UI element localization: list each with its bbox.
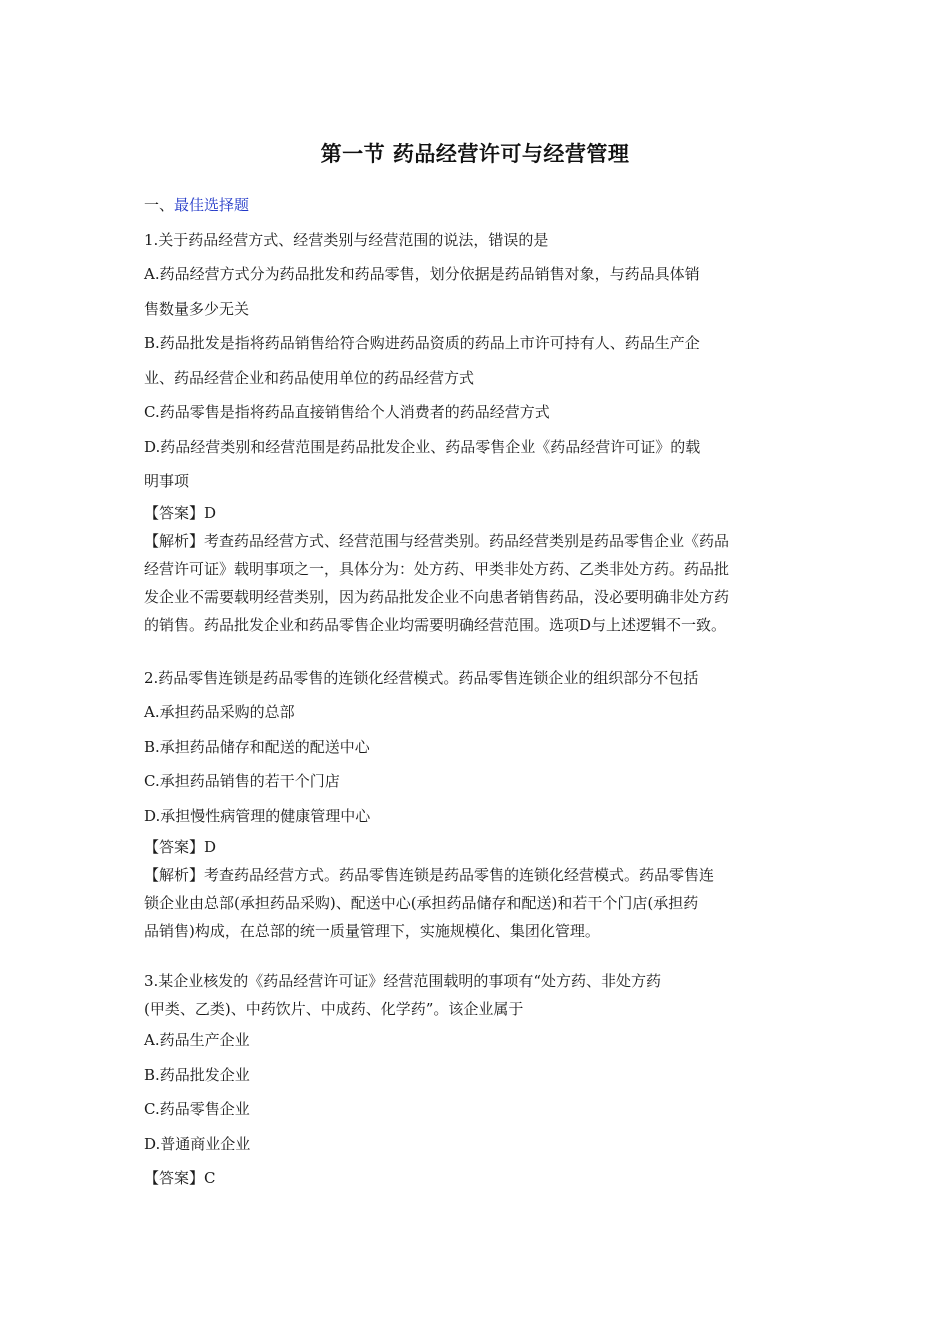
question-3-stem-line-2: (甲类、乙类)、中药饮片、中成药、化学药”。该企业属于	[144, 1000, 524, 1018]
question-1-option-c: C.药品零售是指将药品直接销售给个人消费者的药品经营方式	[144, 403, 550, 421]
section-heading	[144, 188, 810, 223]
question-3-stem-block	[144, 967, 810, 1023]
document-body	[144, 188, 810, 1196]
question-2-analysis-line-1: 【解析】考查药品经营方式。药品零售连锁是药品零售的连锁化经营模式。药品零售连	[144, 866, 715, 884]
question-2-option-b: B.承担药品储存和配送的配送中心	[144, 737, 370, 756]
question-1-answer-block	[144, 499, 810, 639]
section-name: 最佳选择题	[174, 196, 250, 214]
question-1-analysis-line-4: 的销售。药品批发企业和药品零售企业均需要明确经营范围。选项D与上述逻辑不一致。	[144, 615, 727, 634]
question-3-option-a: A.药品生产企业	[144, 1031, 250, 1049]
spacer	[144, 945, 810, 967]
question-1-analysis-line-3: 发企业不需要载明经营类别，因为药品批发企业不向患者销售药品，没必要明确非处方药	[144, 587, 730, 606]
question-3-option-b: B.药品批发企业	[144, 1065, 250, 1084]
question-1-option-b-line-2: 业、药品经营企业和药品使用单位的药品经营方式	[144, 368, 475, 387]
question-2-answer-block	[144, 833, 810, 945]
question-1-analysis-line-1: 【解析】考查药品经营方式、经营范围与经营类别。药品经营类别是药品零售企业《药品	[144, 531, 730, 550]
question-2-analysis-line-2: 锁企业由总部(承担药品采购)、配送中心(承担药品储存和配送)和若干个门店(承担药	[144, 894, 699, 912]
question-2-answer: 【答案】D	[144, 838, 217, 856]
question-3-option-d: D.普通商业企业	[144, 1134, 251, 1153]
question-1-option-d-line-1: D.药品经营类别和经营范围是药品批发企业、药品零售企业《药品经营许可证》的载	[144, 437, 701, 456]
question-2-option-a: A.承担药品采购的总部	[144, 703, 295, 721]
section-number: 一、	[144, 196, 175, 214]
question-1-stem: 1.关于药品经营方式、经营类别与经营范围的说法，错误的是	[144, 230, 549, 249]
question-2-option-c: C.承担药品销售的若干个门店	[144, 772, 340, 790]
spacer	[144, 639, 810, 661]
question-1-answer: 【答案】D	[144, 503, 217, 522]
question-3-option-c: C.药品零售企业	[144, 1100, 250, 1118]
question-2-option-d: D.承担慢性病管理的健康管理中心	[144, 806, 371, 825]
question-2-analysis-line-3: 品销售)构成，在总部的统一质量管理下，实施规模化、集团化管理。	[144, 922, 600, 940]
question-1-option-b-line-1: B.药品批发是指将药品销售给符合购进药品资质的药品上市许可持有人、药品生产企	[144, 334, 700, 352]
question-1-analysis-line-2: 经营许可证》载明事项之一，具体分为：处方药、甲类非处方药、乙类非处方药。药品批	[144, 559, 730, 578]
question-2-stem: 2.药品零售连锁是药品零售的连锁化经营模式。药品零售连锁企业的组织部分不包括	[144, 668, 699, 687]
question-1-option-d-line-2: 明事项	[144, 472, 190, 490]
question-1-option-a-line-2: 售数量多少无关	[144, 299, 250, 318]
question-3-stem-line-1: 3.某企业核发的《药品经营许可证》经营范围载明的事项有“处方药、非处方药	[144, 972, 661, 990]
page-title: 第一节 药品经营许可与经营管理	[320, 142, 630, 166]
question-3-answer: 【答案】C	[144, 1169, 216, 1187]
question-1-option-a-line-1: A.药品经营方式分为药品批发和药品零售，划分依据是药品销售对象，与药品具体销	[144, 265, 700, 283]
